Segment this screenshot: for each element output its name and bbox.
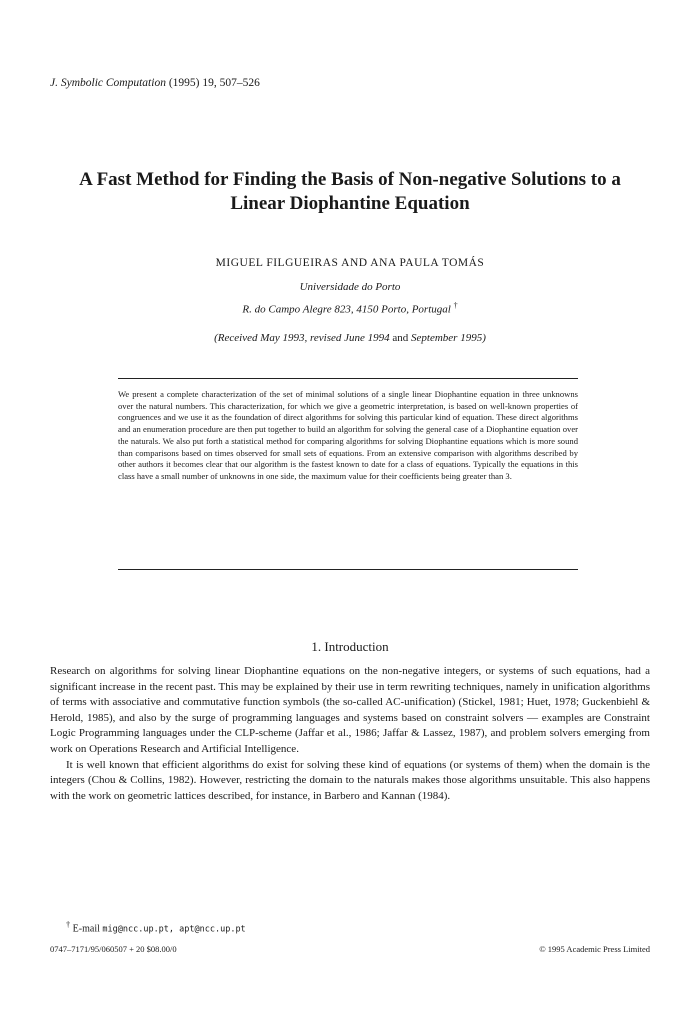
- footnote-mark: †: [66, 920, 71, 929]
- journal-name: J. Symbolic Computation: [50, 77, 166, 89]
- section-body: [50, 664, 650, 804]
- paper-authors: MIGUEL FILGUEIRAS AND ANA PAULA TOMÁS: [215, 257, 485, 269]
- abstract-text: We present a complete characterization of the set of minimal solutions of a single linear Diophantine equation in three unknowns over the natural numbers. This characterization, for which we give a geometric interpretation, is based on well-known properties of congruences and we use it as the foundation of direct algorithms for solving this particular kind of equation. These direct algorithms and an enumeration procedure are then put together to build an algorithm for solving the general case of a Diophantine equation over the naturals. We also put forth a statistical method for comparing algorithms for solving Diophantine equations which is more sound than comparisons based on times observed for small sets of equations. From an extensive comparison with algorithms described by other authors it becomes clear that our algorithm is the fastest known to date for a class of equations. Typically the equations in this class have a small number of unknowns in one side, the maximum value for their coefficients being greater than 3.: [118, 389, 578, 481]
- footnote-emails: mig@ncc.up.pt, apt@ncc.up.pt: [102, 924, 246, 935]
- received-part2: September 1995): [411, 332, 486, 344]
- affiliation-address-text: R. do Campo Alegre 823, 4150 Porto, Portugal: [242, 303, 451, 316]
- journal-volume-pages: (1995) 19, 507–526: [168, 77, 260, 89]
- affiliation-institution: Universidade do Porto: [299, 281, 401, 293]
- abstract-bottom-rule: [118, 569, 578, 570]
- footnote: [66, 920, 246, 934]
- journal-citation: [50, 77, 260, 89]
- received-part1: (Received May 1993, revised June 1994: [214, 332, 390, 344]
- section-heading: 1. Introduction: [311, 639, 389, 654]
- body-paragraph: Research on algorithms for solving linear Diophantine equations on the non-negative integers, or systems of such equations, had a significant increase in the recent past. This may be explained by their use in term rewriting techniques, namely in unification algorithms of terms with associative and commutative function symbols (the so-called AC-unification) (Stickel, 1981; Huet, 1978; Guckenbiehl & Herold, 1985), and also by the surge of programming languages and systems based on constraint solvers — examples are Constraint Logic Programming languages under the CLP-scheme (Jaffar et al., 1986; Jaffar & Lassez, 1987), and problem solvers emerging from work on Operations Research and Artificial Intelligence.: [50, 665, 650, 755]
- footnote-label: E-mail: [72, 923, 100, 935]
- received-and: and: [389, 332, 412, 344]
- paper-title: A Fast Method for Finding the Basis of Non-negative Solutions to a Linear Diophantine Equation: [79, 169, 621, 214]
- footer-copyright: © 1995 Academic Press Limited: [539, 944, 650, 954]
- footer-issn: 0747–7171/95/060507 + 20 $08.00/0: [50, 944, 177, 954]
- abstract-top-rule: [118, 378, 578, 379]
- affiliation-footnote-mark: †: [453, 301, 458, 310]
- affiliation-address: [0, 301, 700, 316]
- received-dates: [0, 332, 700, 344]
- body-paragraph: It is well known that efficient algorithms do exist for solving these kind of equations (or systems of them) when the domain is the integers (Chou & Collins, 1982). However, restricting the domain to the naturals makes those algorithms unsuitable. This also happens with the work on geometric lattices described, for instance, in Barbero and Kannan (1984).: [50, 758, 650, 802]
